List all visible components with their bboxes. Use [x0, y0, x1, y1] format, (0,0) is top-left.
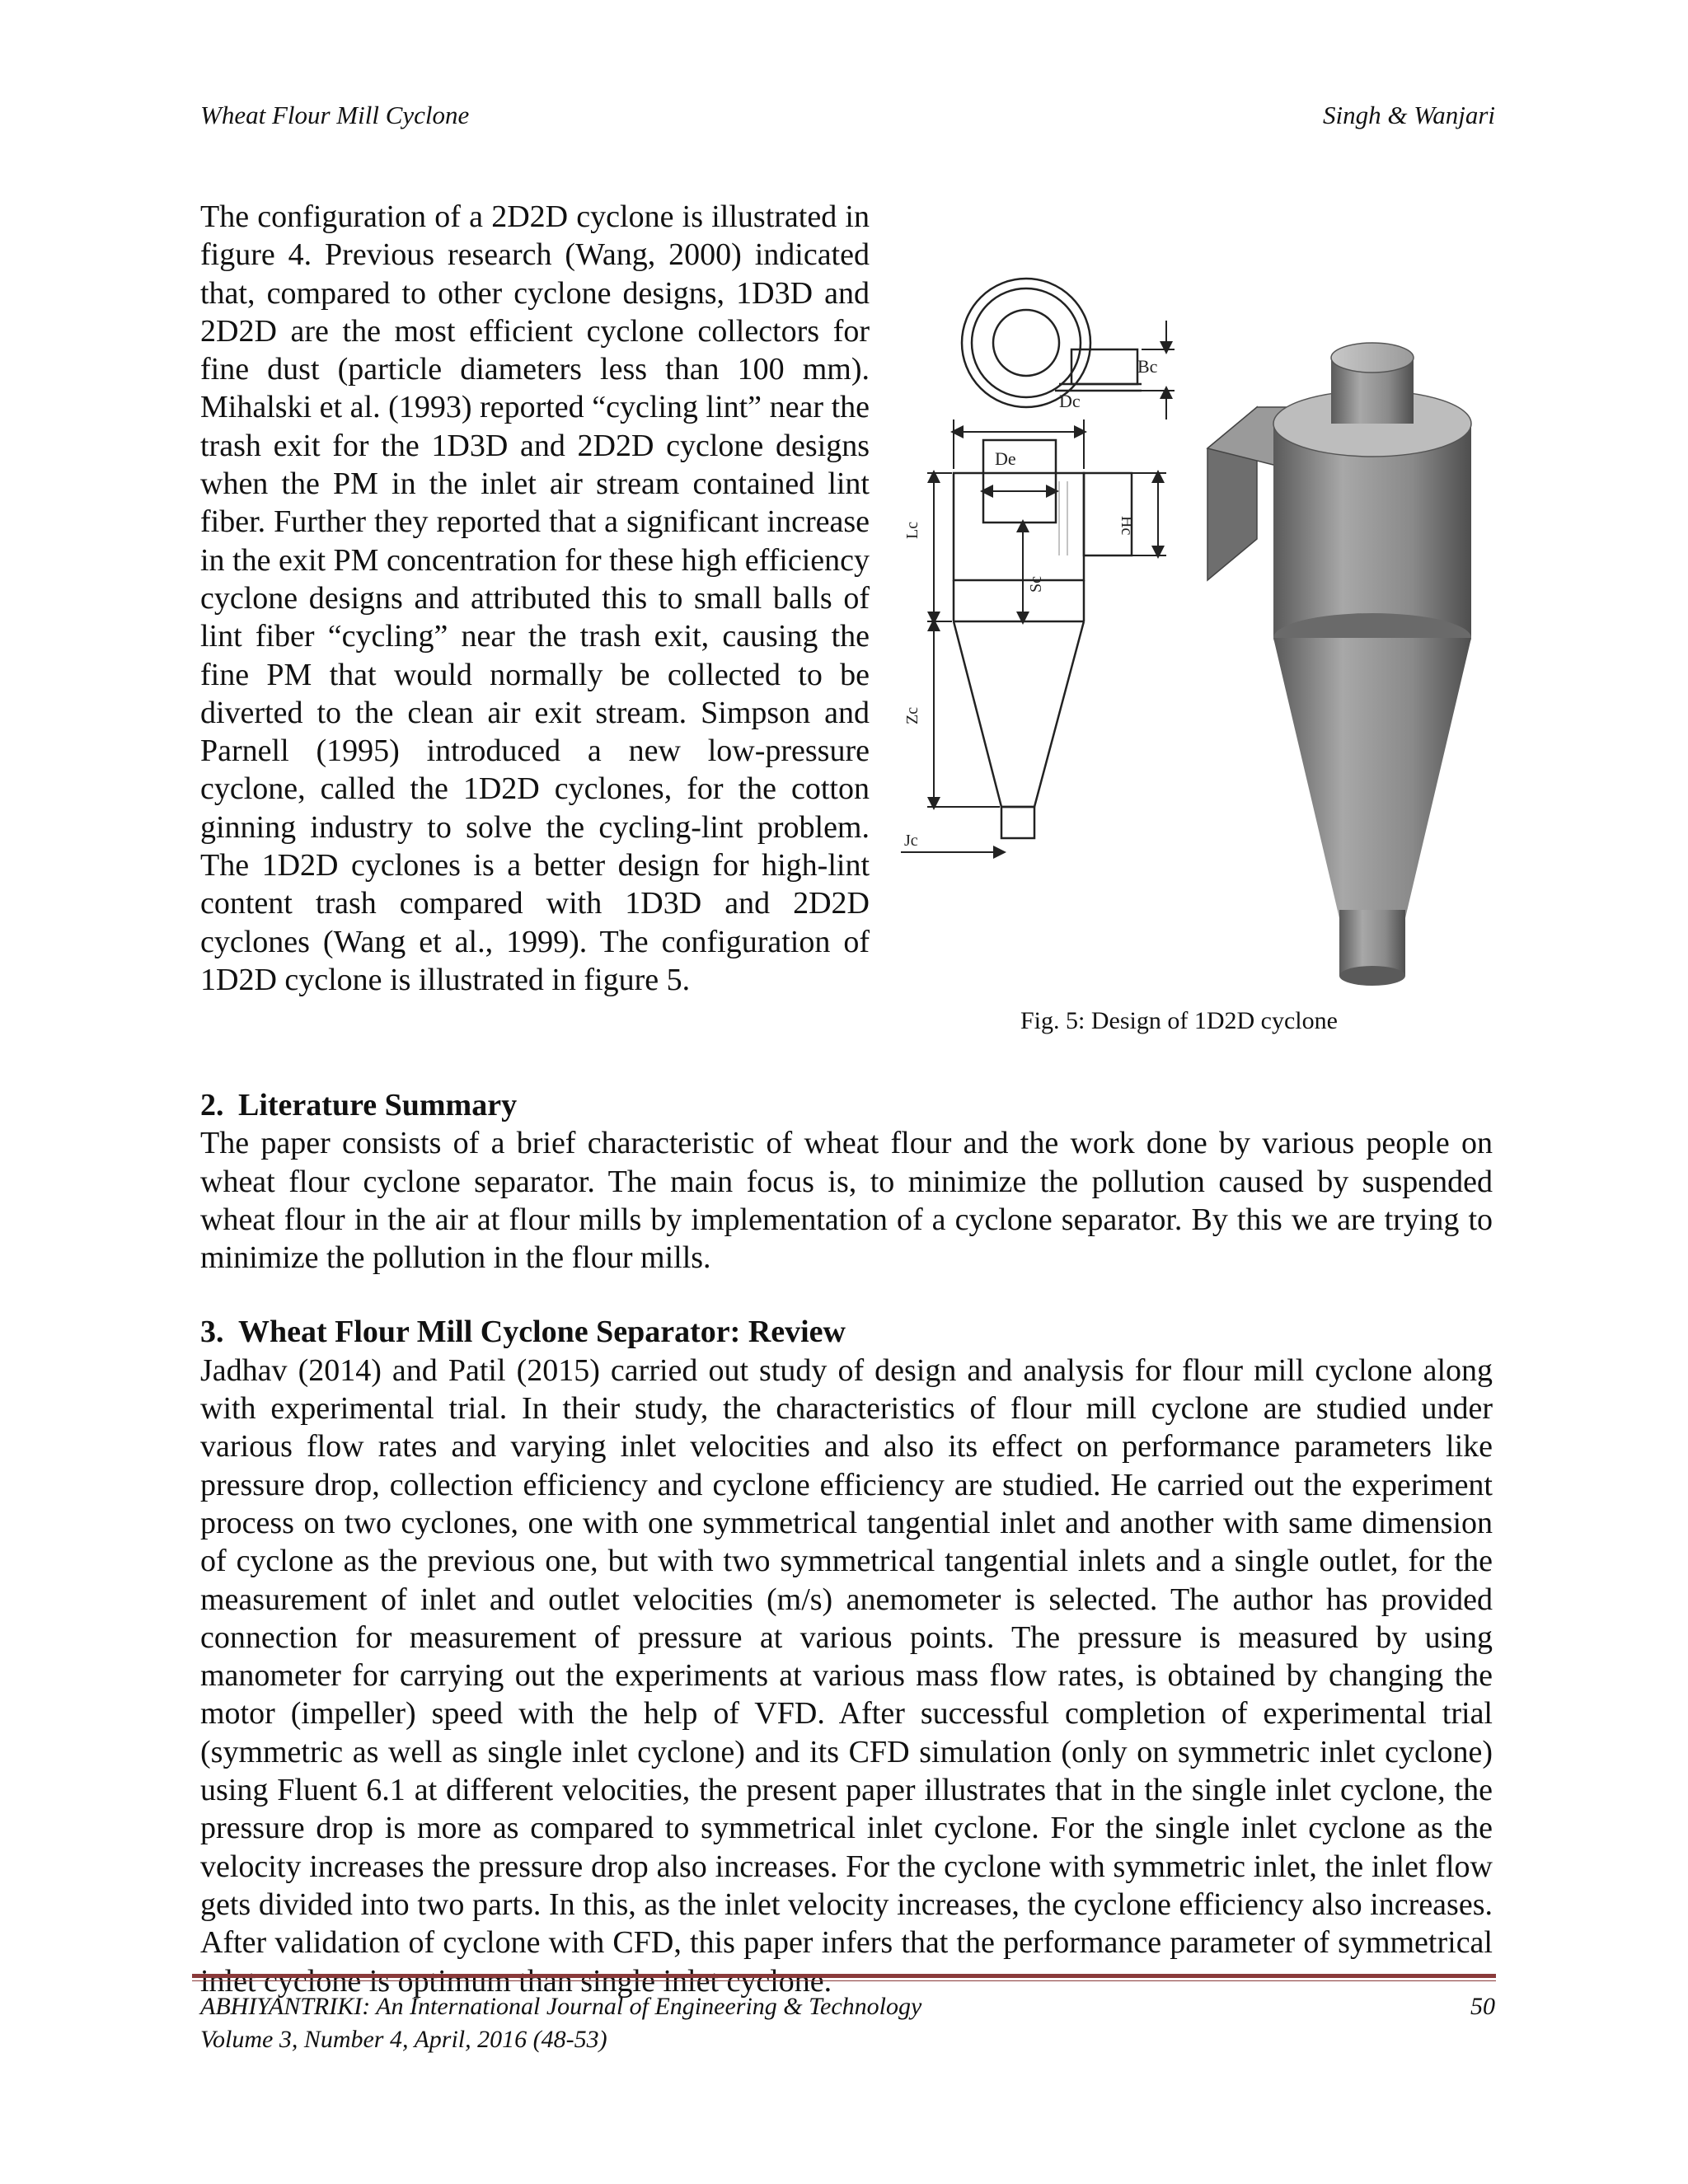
top-view [962, 279, 1142, 407]
section-2-heading [200, 1086, 1493, 1124]
label-sc: Sc [1027, 576, 1045, 593]
figure-5 [894, 275, 1493, 1050]
section-3-paragraph: Jadhav (2014) and Patil (2015) carried out study of design and analysis for flour mill cyclone along with experimental trial. In their study, the characteristics of flour mill cyclone are studied under various flow rates and varying inlet velocities and also its effect on performance parameters like pressure drop, collection efficiency and cyclone efficiency are studied. He carried out the experiment process on two cyclones, one with one symmetrical tangential inlet and another with same dimension of cyclone as the previous one, but with two symmetrical tangential inlets and a single outlet, for the measurement of inlet and outlet velocities (m/s) anemometer is selected. The author has provided connection for measurement of pressure at various points. The pressure is measured by using manometer for carrying out the experiments at various mass flow rates, is obtained by changing the motor (impeller) speed with the help of VFD. After successful completion of experimental trial (symmetric as well as single inlet cyclone) and its CFD simulation (only on symmetric inlet cyclone) using Fluent 6.1 at different velocities, the present paper illustrates that in the single inlet cyclone, the pressure drop is more as compared to symmetrical inlet cyclone. For the single inlet cyclone as the velocity increases the pressure drop also increases. For the cyclone with symmetric inlet, the inlet flow gets divided into two parts. In this, as the inlet velocity increases, the cyclone efficiency also increases. After validation of cyclone with CFD, this paper infers that the performance parameter of symmetrical inlet cyclone is optimum than single inlet cyclone. [200, 1352, 1493, 1999]
label-jc: Jc [904, 832, 918, 850]
section-2-title: Literature Summary [238, 1088, 518, 1122]
page-number: 50 [1470, 1993, 1495, 2020]
label-de: De [995, 448, 1016, 469]
page-body [200, 198, 1493, 2000]
footer-rule-thick [192, 1974, 1496, 1978]
side-view [954, 440, 1132, 838]
label-hc: Hc [1118, 516, 1136, 536]
figure-caption: Fig. 5: Design of 1D2D cyclone [1020, 1007, 1338, 1034]
label-lc: Lc [903, 521, 921, 539]
cyclone-3d-render [1207, 343, 1471, 986]
footer-journal: ABHIYANTRIKI: An International Journal of Engineering & Technology [200, 1993, 922, 2020]
label-bc: Bc [1137, 356, 1158, 377]
running-header-title: Wheat Flour Mill Cyclone [200, 101, 470, 129]
footer-volume: Volume 3, Number 4, April, 2016 (48-53) [200, 2026, 607, 2053]
cyclone-design-diagram [894, 275, 1493, 1001]
label-zc: Zc [903, 706, 921, 724]
section-3-title: Wheat Flour Mill Cyclone Separator: Review [238, 1315, 846, 1350]
footer-rule-thin [192, 1980, 1496, 1981]
label-dc: Dc [1059, 391, 1081, 411]
section-3-heading [200, 1313, 1493, 1351]
running-header-authors: Singh & Wanjari [1323, 101, 1495, 129]
section-2-paragraph: The paper consists of a brief characteristic of wheat flour and the work done by various people on wheat flour cyclone separator. The main focus is, to minimize the pollution caused by suspended wheat flour in the air at flour mills by implementation of a cyclone separator. By this we are trying to minimize the pollution in the flour mills. [200, 1126, 1493, 1276]
intro-paragraph: The configuration of a 2D2D cyclone is illustrated in figure 4. Previous research (Wang, 2000) indicated that, compared to other cyclone designs, 1D3D and 2D2D are the most efficient cyclone collectors for fine dust (particle diameters less than 100 mm). Mihalski et al. (1993) reported “cycling lint” near the trash exit for the 1D3D and 2D2D cyclone designs when the PM in the inlet air stream contained lint fiber. Further they reported that a significant increase in the exit PM concentration for these high efficiency cyclone designs and attributed this to small balls of lint fiber “cycling” near the trash exit, causing the fine PM that would normally be collected to be diverted to the clean air exit stream. Simpson and Parnell (1995) introduced a new low-pressure cyclone, called the 1D2D cyclones, for the cotton ginning industry to solve the cycling-lint problem. The 1D2D cyclones is a better design for high-lint content trash compared with 1D3D and 2D2D cyclones (Wang et al., 1999). The configuration of 1D2D cyclone is illustrated in figure 5. [200, 199, 870, 997]
section-2-number: 2. [200, 1088, 224, 1122]
section-3-number: 3. [200, 1315, 224, 1350]
